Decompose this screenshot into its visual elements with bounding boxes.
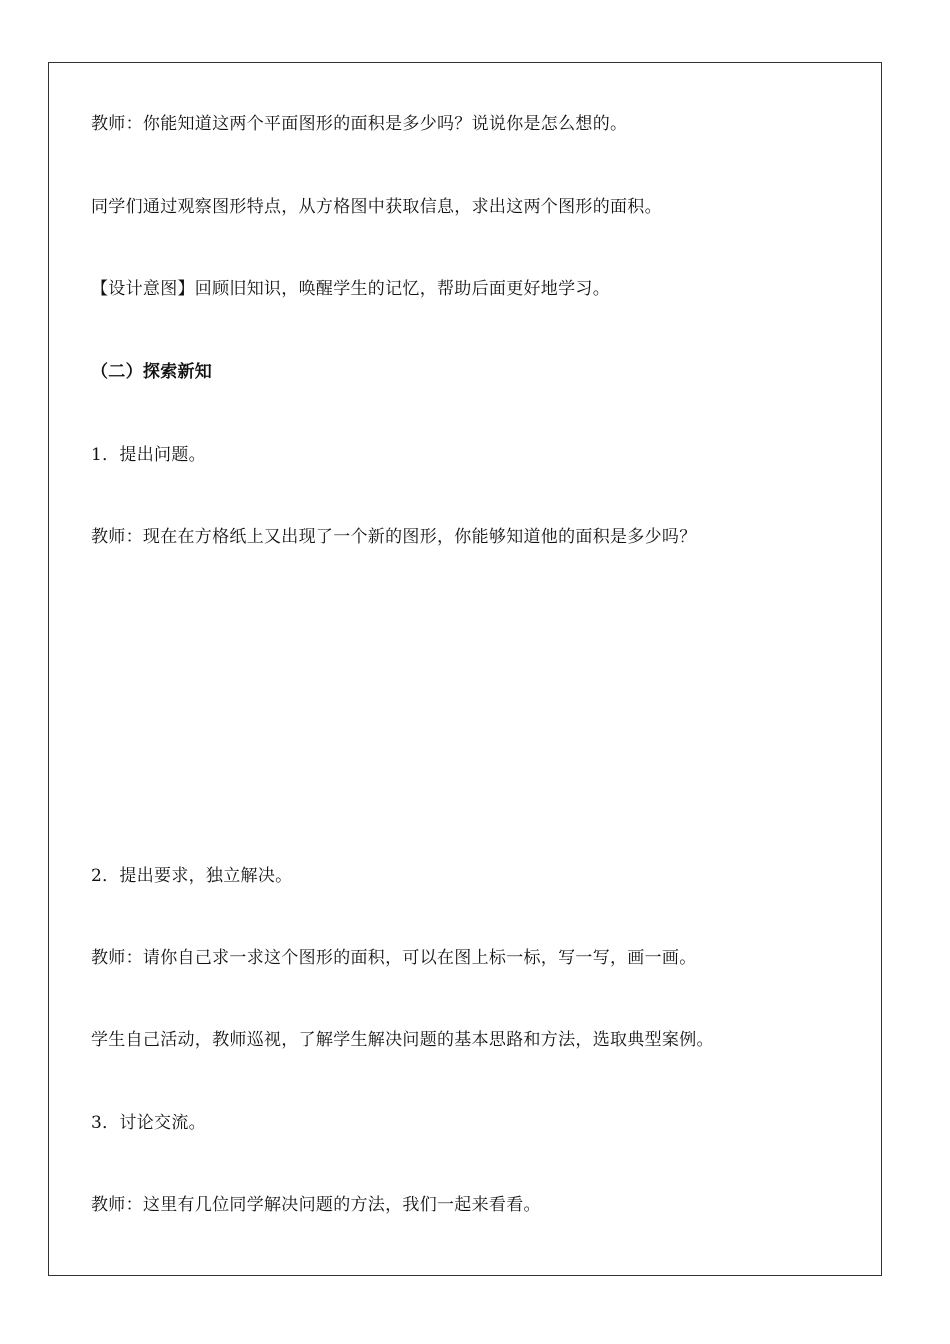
figure-placeholder [91, 575, 851, 845]
teacher-question-paragraph: 教师：你能知道这两个平面图形的面积是多少吗？说说你是怎么想的。 [91, 114, 628, 134]
teacher-new-shape-paragraph: 教师：现在在方格纸上又出现了一个新的图形，你能够知道他的面积是多少吗？ [91, 527, 697, 547]
design-intent-paragraph: 【设计意图】回顾旧知识，唤醒学生的记忆，帮助后面更好地学习。 [91, 279, 610, 299]
student-observation-paragraph: 同学们通过观察图形特点，从方格图中获取信息，求出这两个图形的面积。 [91, 197, 662, 217]
teacher-instruction-paragraph: 教师：请你自己求一求这个图形的面积，可以在图上标一标，写一写，画一画。 [91, 948, 697, 968]
step-1-heading: 1．提出问题。 [91, 445, 206, 465]
step-2-heading: 2．提出要求，独立解决。 [91, 866, 293, 886]
teacher-discussion-paragraph: 教师：这里有几位同学解决问题的方法，我们一起来看看。 [91, 1195, 541, 1215]
step-3-heading: 3．讨论交流。 [91, 1113, 206, 1133]
student-activity-paragraph: 学生自己活动，教师巡视，了解学生解决问题的基本思路和方法，选取典型案例。 [91, 1030, 714, 1050]
section-heading: （二）探索新知 [91, 362, 213, 382]
